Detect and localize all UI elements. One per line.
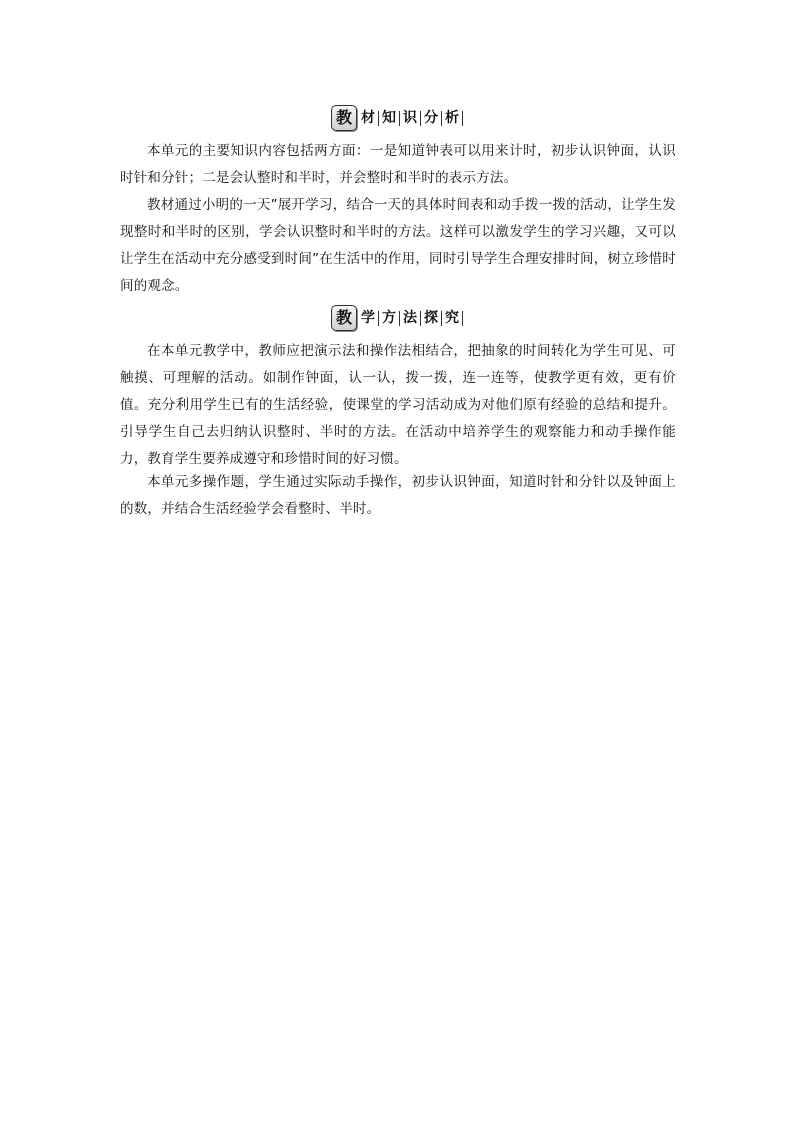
section-heading-teaching-methods (0, 303, 794, 333)
heading-badge: 教 (331, 305, 357, 331)
heading-inner (331, 105, 463, 131)
heading-title (361, 311, 463, 326)
heading-badge: 教 (331, 105, 357, 131)
heading-char: 材 (361, 111, 379, 126)
heading-title (361, 111, 463, 126)
heading-char: 分 (421, 111, 442, 126)
heading-char: 析 (442, 111, 463, 126)
heading-char: 究 (442, 311, 463, 326)
heading-char: 方 (379, 311, 400, 326)
heading-inner (331, 305, 463, 331)
paragraph: 本单元的主要知识内容包括两方面：一是知道钟表可以用来计时，初步认识钟面，认识时针和分针；二是会认整时和半时，并会整时和半时的表示方法。 (120, 143, 676, 186)
heading-char: 知 (379, 111, 400, 126)
paragraph: 本单元多操作题，学生通过实际动手操作，初步认识钟面，知道时针和分针以及钟面上的数，并结合生活经验学会看整时、半时。 (120, 474, 676, 517)
section-heading-textbook-analysis (0, 103, 794, 133)
paragraph: 教材通过小明的一天”展开学习，结合一天的具体时间表和动手拨一拨的活动，让学生发现整时和半时的区别，学会认识整时和半时的方法。这样可以激发学生的学习兴趣，又可以让学生在活动中充分感受到时间”在生活中的作用，同时引导学生合理安排时间，树立珍惜时间的观念。 (120, 197, 676, 294)
heading-char: 法 (400, 311, 421, 326)
heading-char: 识 (400, 111, 421, 126)
heading-char: 学 (361, 311, 379, 326)
paragraph: 在本单元教学中，教师应把演示法和操作法相结合，把抽象的时间转化为学生可见、可触摸、可理解的活动。如制作钟面，认一认，拨一拨，连一连等，使教学更有效，更有价值。充分利用学生已有的生活经验，使课堂的学习活动成为对他们原有经验的总结和提升。引导学生自己去归纳认识整时、半时的方法。在活动中培养学生的观察能力和动手操作能力，教育学生要养成遵守和珍惜时间的好习惯。 (120, 343, 676, 467)
heading-char: 探 (421, 311, 442, 326)
